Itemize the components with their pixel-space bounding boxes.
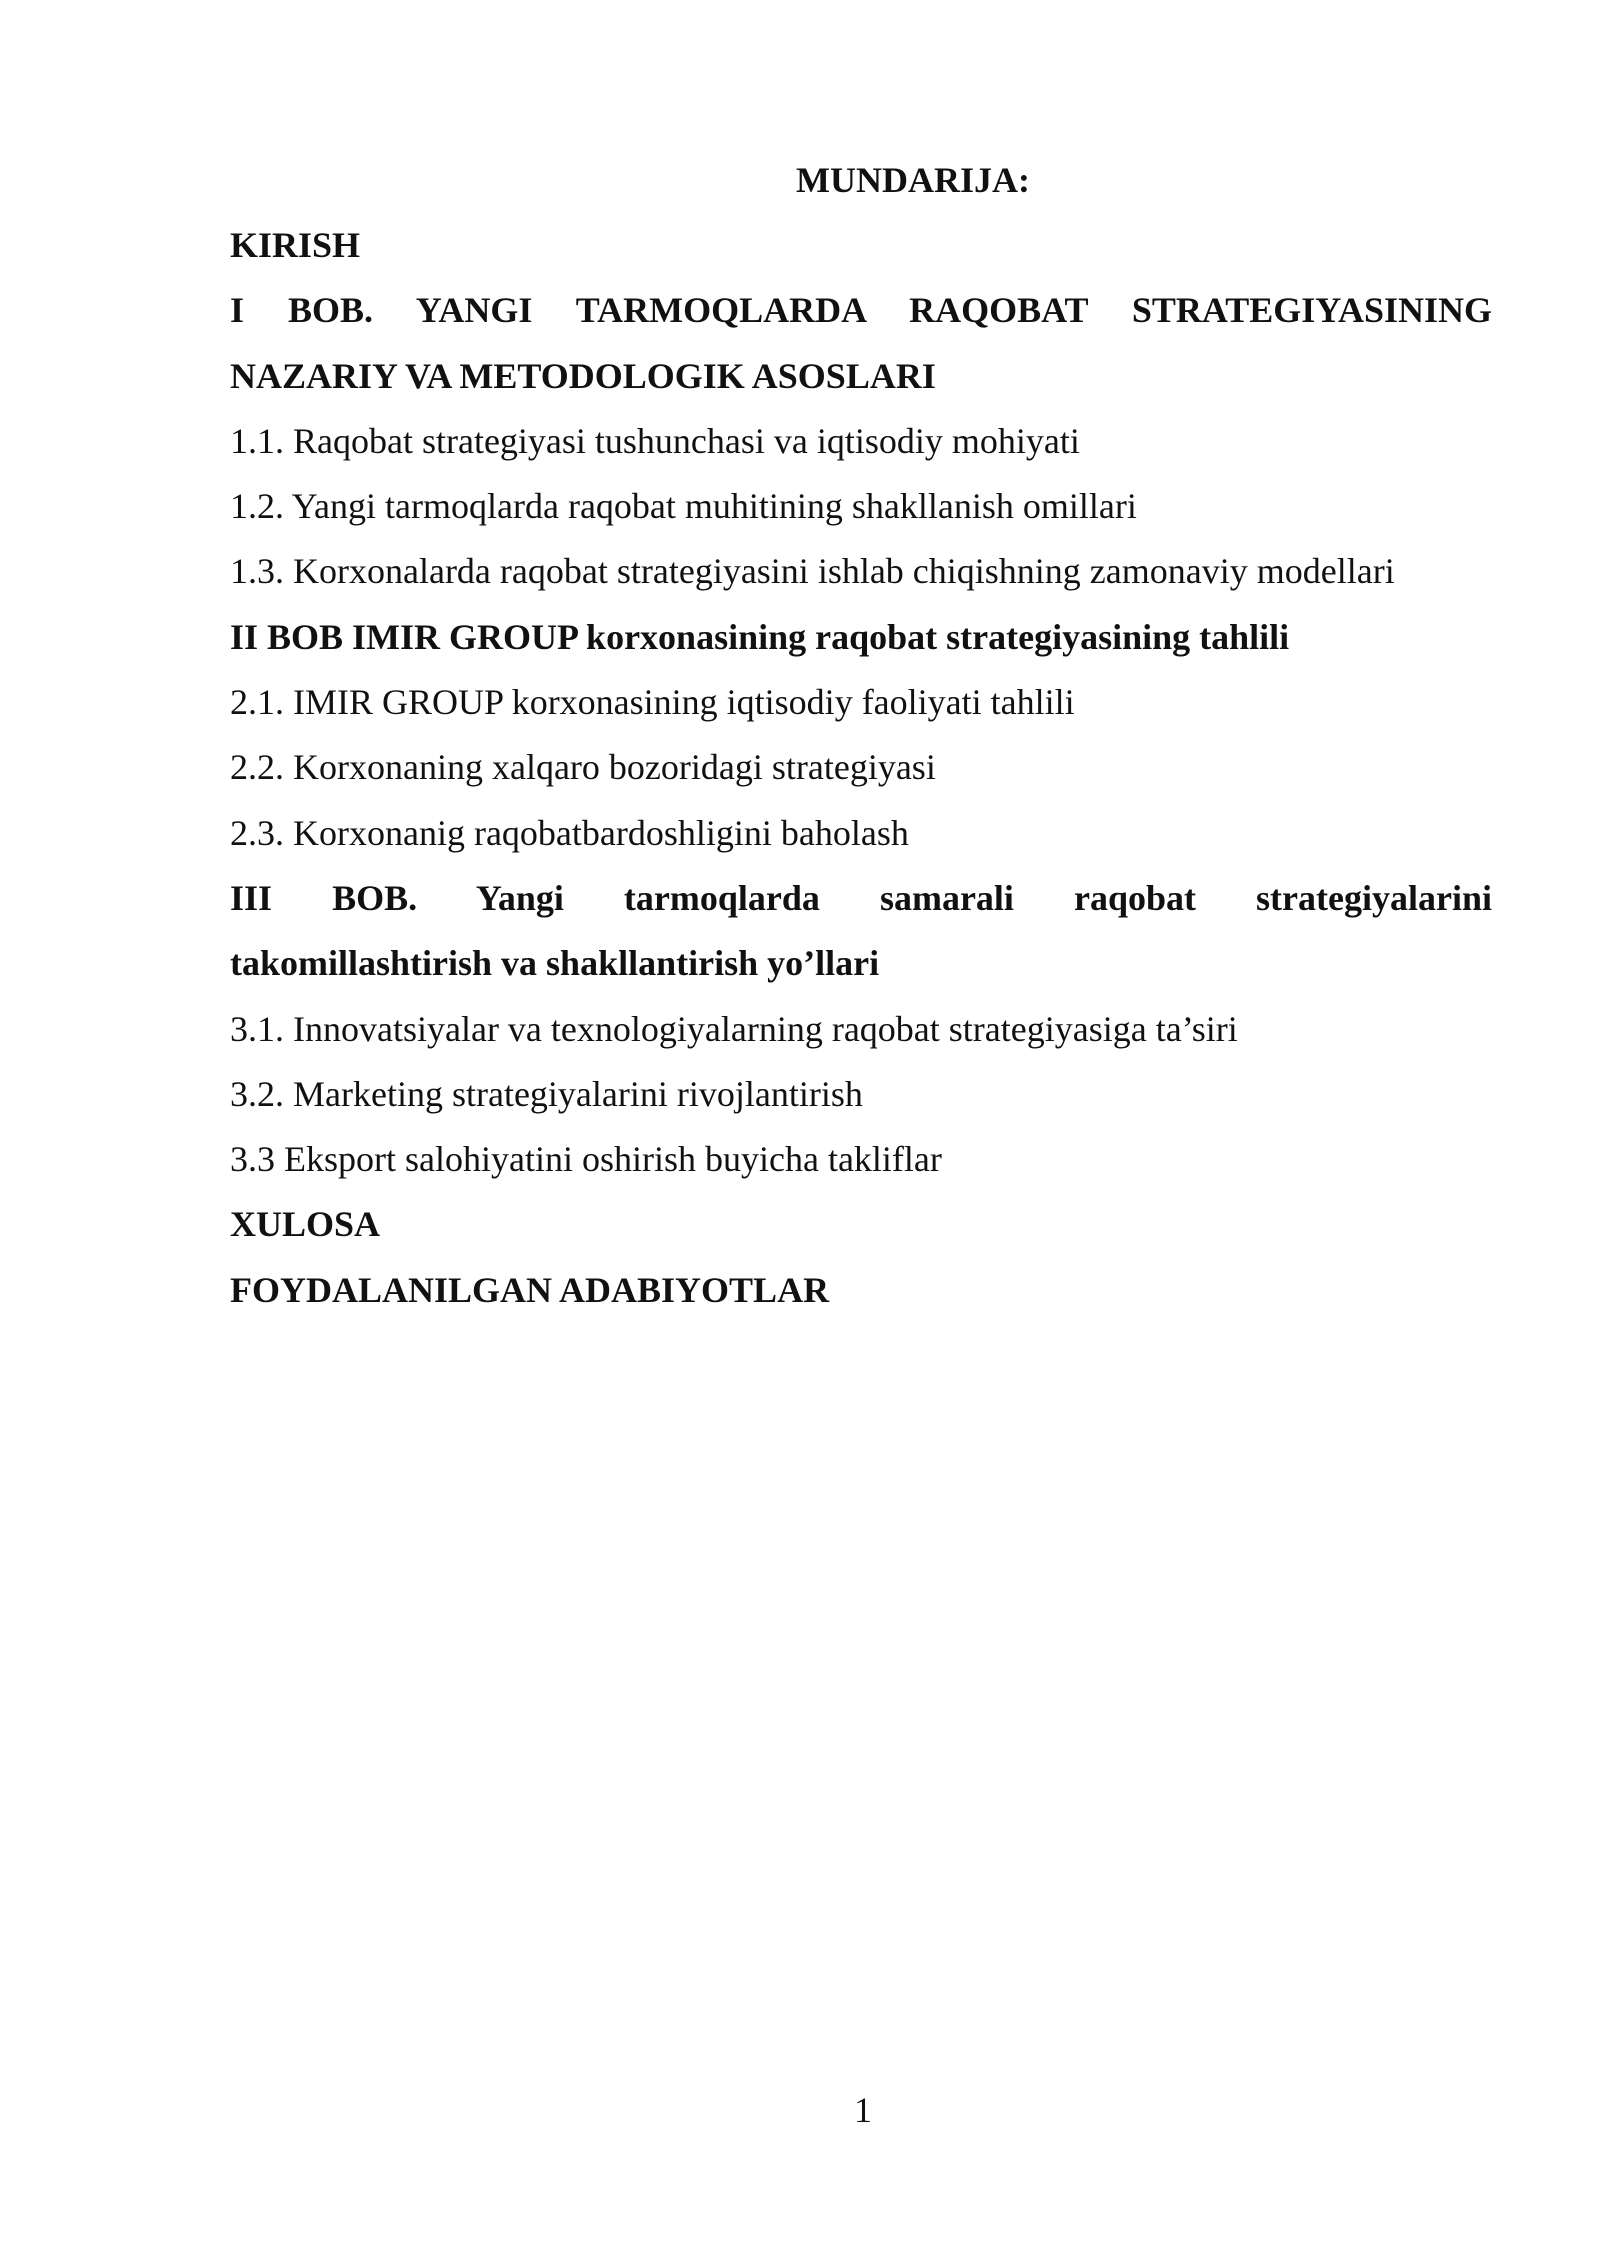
toc-entry-1-3: 1.3. Korxonalarda raqobat strategiyasini ishlab chiqishning zamonaviy modellari [230, 551, 1395, 592]
toc-title: MUNDARIJA: [796, 160, 1030, 200]
toc-chapter-1 [230, 278, 1492, 409]
toc-entry-3-1: 3.1. Innovatsiyalar va texnologiyalarning raqobat strategiyasiga ta’siri [230, 1008, 1238, 1049]
toc-entry-2-1: 2.1. IMIR GROUP korxonasining iqtisodiy faoliyati tahlili [230, 682, 1075, 723]
page-number: 1 [854, 2090, 872, 2130]
toc-chapter-1-line-2: NAZARIY VA METODOLOGIK ASOSLARI [230, 355, 936, 396]
toc-chapter-3 [230, 866, 1492, 997]
toc-chapter-1-line-1: I BOB. YANGI TARMOQLARDA RAQOBAT STRATEGIYASINING [230, 290, 1492, 331]
toc-entry-2-2: 2.2. Korxonaning xalqaro bozoridagi strategiyasi [230, 747, 936, 788]
toc-entry-2-3: 2.3. Korxonanig raqobatbardoshligini baholash [230, 812, 909, 853]
toc-chapter-3-line-1: III BOB. Yangi tarmoqlarda samarali raqobat strategiyalarini [230, 877, 1492, 918]
toc-entry-references: FOYDALANILGAN ADABIYOTLAR [230, 1269, 830, 1310]
toc-entry-1-2: 1.2. Yangi tarmoqlarda raqobat muhitining shakllanish omillari [230, 486, 1137, 527]
toc-chapter-3-line-2: takomillashtirish va shakllantirish yo’llari [230, 943, 880, 984]
toc-entry-3-3: 3.3 Eksport salohiyatini oshirish buyicha takliflar [230, 1139, 942, 1180]
table-of-contents [230, 148, 1492, 1323]
toc-chapter-2: II BOB IMIR GROUP korxonasining raqobat strategiyasining tahlili [230, 616, 1290, 657]
toc-entry-1-1: 1.1. Raqobat strategiyasi tushunchasi va iqtisodiy mohiyati [230, 420, 1080, 461]
toc-entry-3-2: 3.2. Marketing strategiyalarini rivojlantirish [230, 1073, 863, 1114]
toc-entry-conclusion: XULOSA [230, 1204, 381, 1245]
toc-entry-intro: KIRISH [230, 225, 361, 265]
